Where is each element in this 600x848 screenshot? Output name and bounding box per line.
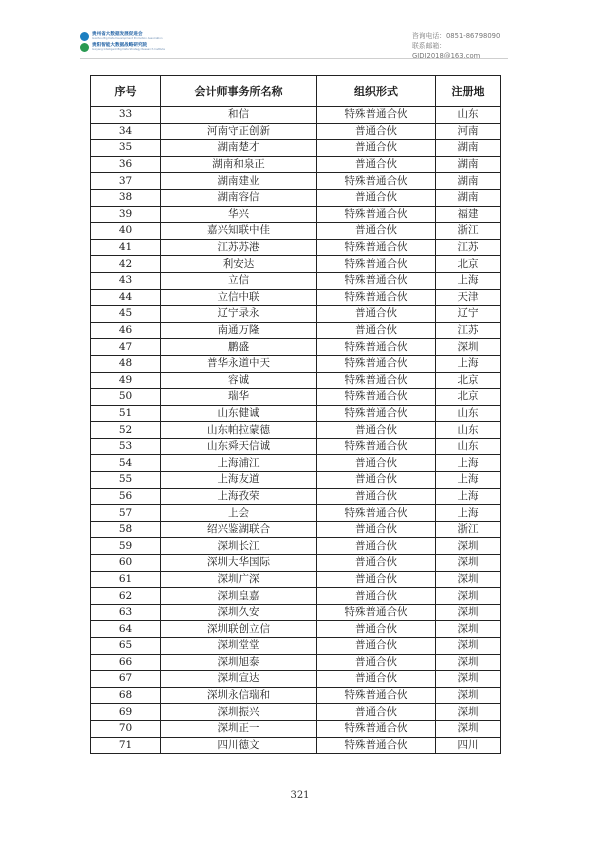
- cell-registration: 浙江: [436, 521, 501, 538]
- table-row: [91, 654, 501, 671]
- table-row: [91, 223, 501, 240]
- cell-registration: 深圳: [436, 538, 501, 555]
- cell-org-form: 普通合伙: [317, 538, 436, 555]
- table-row: [91, 173, 501, 190]
- table-row: [91, 671, 501, 688]
- cell-registration: 深圳: [436, 671, 501, 688]
- table-row: [91, 322, 501, 339]
- cell-index: 41: [91, 239, 161, 256]
- cell-firm-name: 深圳广深: [161, 571, 317, 588]
- cell-index: 67: [91, 671, 161, 688]
- table-row: [91, 107, 501, 124]
- table-row: [91, 521, 501, 538]
- cell-registration: 上海: [436, 505, 501, 522]
- header-firm-name: 会计师事务所名称: [161, 76, 317, 107]
- cell-org-form: 普通合伙: [317, 521, 436, 538]
- org-logo-2: [80, 42, 220, 53]
- cell-registration: 深圳: [436, 339, 501, 356]
- cell-firm-name: 湖南楚才: [161, 140, 317, 157]
- cell-firm-name: 普华永道中天: [161, 355, 317, 372]
- cell-firm-name: 深圳正一: [161, 720, 317, 737]
- org-2-name-cn: 贵阳智能大数据战略研究院: [92, 42, 148, 48]
- accounting-firms-table: [90, 75, 501, 754]
- cell-registration: 河南: [436, 123, 501, 140]
- cell-firm-name: 嘉兴知联中佳: [161, 223, 317, 240]
- org-1-name-cn: 贵州省大数据发展促进会: [92, 31, 143, 37]
- cell-firm-name: 辽宁录永: [161, 306, 317, 323]
- cell-org-form: 普通合伙: [317, 455, 436, 472]
- cell-index: 49: [91, 372, 161, 389]
- org-1-name-en: Guizhou Big Data Development Promotion Association: [92, 36, 163, 40]
- cell-index: 68: [91, 687, 161, 704]
- cell-registration: 山东: [436, 405, 501, 422]
- cell-org-form: 普通合伙: [317, 621, 436, 638]
- cell-registration: 山东: [436, 438, 501, 455]
- org-2-emblem-icon: [80, 43, 89, 52]
- cell-index: 51: [91, 405, 161, 422]
- cell-firm-name: 深圳旭泰: [161, 654, 317, 671]
- cell-registration: 福建: [436, 206, 501, 223]
- cell-registration: 深圳: [436, 555, 501, 572]
- cell-org-form: 普通合伙: [317, 123, 436, 140]
- cell-index: 48: [91, 355, 161, 372]
- cell-registration: 北京: [436, 372, 501, 389]
- cell-firm-name: 瑞华: [161, 389, 317, 406]
- cell-index: 40: [91, 223, 161, 240]
- cell-org-form: 特殊普通合伙: [317, 206, 436, 223]
- header-index: 序号: [91, 76, 161, 107]
- cell-registration: 湖南: [436, 173, 501, 190]
- cell-firm-name: 深圳宣达: [161, 671, 317, 688]
- cell-registration: 上海: [436, 272, 501, 289]
- cell-registration: 山东: [436, 422, 501, 439]
- table-row: [91, 372, 501, 389]
- cell-firm-name: 上会: [161, 505, 317, 522]
- cell-index: 54: [91, 455, 161, 472]
- cell-org-form: 特殊普通合伙: [317, 107, 436, 124]
- cell-index: 58: [91, 521, 161, 538]
- cell-org-form: 普通合伙: [317, 488, 436, 505]
- cell-index: 47: [91, 339, 161, 356]
- cell-registration: 深圳: [436, 588, 501, 605]
- cell-org-form: 普通合伙: [317, 422, 436, 439]
- cell-firm-name: 深圳永信瑞和: [161, 687, 317, 704]
- table-row: [91, 472, 501, 489]
- table-row: [91, 588, 501, 605]
- cell-org-form: 普通合伙: [317, 140, 436, 157]
- cell-org-form: 普通合伙: [317, 654, 436, 671]
- cell-index: 37: [91, 173, 161, 190]
- cell-index: 71: [91, 737, 161, 754]
- cell-org-form: 特殊普通合伙: [317, 256, 436, 273]
- cell-registration: 浙江: [436, 223, 501, 240]
- cell-org-form: 特殊普通合伙: [317, 389, 436, 406]
- contact-email: 联系邮箱：GIDI2018@163.com: [412, 42, 481, 60]
- cell-registration: 山东: [436, 107, 501, 124]
- cell-registration: 深圳: [436, 704, 501, 721]
- table-row: [91, 272, 501, 289]
- cell-org-form: 普通合伙: [317, 156, 436, 173]
- org-2-name-en: Guiyang Intelligent Big Data Strategy Research Institute: [92, 47, 165, 51]
- cell-firm-name: 深圳久安: [161, 604, 317, 621]
- cell-index: 59: [91, 538, 161, 555]
- cell-firm-name: 南通万隆: [161, 322, 317, 339]
- cell-org-form: 特殊普通合伙: [317, 355, 436, 372]
- table-row: [91, 687, 501, 704]
- cell-registration: 辽宁: [436, 306, 501, 323]
- cell-firm-name: 绍兴鉴湖联合: [161, 521, 317, 538]
- table-row: [91, 355, 501, 372]
- cell-index: 50: [91, 389, 161, 406]
- cell-org-form: 特殊普通合伙: [317, 372, 436, 389]
- table-row: [91, 538, 501, 555]
- cell-org-form: 特殊普通合伙: [317, 239, 436, 256]
- table-header-row: [91, 76, 501, 107]
- cell-registration: 天津: [436, 289, 501, 306]
- cell-org-form: 特殊普通合伙: [317, 687, 436, 704]
- cell-index: 61: [91, 571, 161, 588]
- cell-registration: 北京: [436, 389, 501, 406]
- cell-firm-name: 立信: [161, 272, 317, 289]
- cell-index: 38: [91, 189, 161, 206]
- cell-index: 66: [91, 654, 161, 671]
- cell-firm-name: 立信中联: [161, 289, 317, 306]
- table-row: [91, 455, 501, 472]
- table-row: [91, 140, 501, 157]
- cell-registration: 四川: [436, 737, 501, 754]
- cell-index: 69: [91, 704, 161, 721]
- cell-registration: 深圳: [436, 638, 501, 655]
- cell-index: 36: [91, 156, 161, 173]
- cell-org-form: 特殊普通合伙: [317, 505, 436, 522]
- cell-firm-name: 容诚: [161, 372, 317, 389]
- cell-firm-name: 上海孜荣: [161, 488, 317, 505]
- table-row: [91, 555, 501, 572]
- cell-org-form: 普通合伙: [317, 189, 436, 206]
- cell-index: 56: [91, 488, 161, 505]
- cell-firm-name: 湖南和泉正: [161, 156, 317, 173]
- cell-firm-name: 湖南建业: [161, 173, 317, 190]
- table-row: [91, 239, 501, 256]
- cell-org-form: 普通合伙: [317, 555, 436, 572]
- header-org-form: 组织形式: [317, 76, 436, 107]
- cell-firm-name: 深圳振兴: [161, 704, 317, 721]
- cell-index: 45: [91, 306, 161, 323]
- header-contact: [412, 31, 508, 61]
- cell-registration: 湖南: [436, 140, 501, 157]
- table-row: [91, 189, 501, 206]
- cell-firm-name: 湖南容信: [161, 189, 317, 206]
- cell-firm-name: 山东帕拉蒙德: [161, 422, 317, 439]
- cell-firm-name: 深圳大华国际: [161, 555, 317, 572]
- table-body: [91, 107, 501, 754]
- cell-index: 60: [91, 555, 161, 572]
- cell-org-form: 特殊普通合伙: [317, 720, 436, 737]
- cell-firm-name: 和信: [161, 107, 317, 124]
- cell-registration: 深圳: [436, 571, 501, 588]
- cell-firm-name: 鹏盛: [161, 339, 317, 356]
- cell-firm-name: 华兴: [161, 206, 317, 223]
- cell-registration: 上海: [436, 488, 501, 505]
- cell-index: 34: [91, 123, 161, 140]
- cell-firm-name: 山东健诚: [161, 405, 317, 422]
- cell-org-form: 普通合伙: [317, 472, 436, 489]
- header-registration: 注册地: [436, 76, 501, 107]
- table-row: [91, 488, 501, 505]
- cell-registration: 上海: [436, 472, 501, 489]
- cell-org-form: 特殊普通合伙: [317, 289, 436, 306]
- cell-firm-name: 深圳皇嘉: [161, 588, 317, 605]
- table-row: [91, 405, 501, 422]
- table-row: [91, 306, 501, 323]
- cell-registration: 湖南: [436, 156, 501, 173]
- table-row: [91, 123, 501, 140]
- cell-firm-name: 江苏苏港: [161, 239, 317, 256]
- cell-index: 65: [91, 638, 161, 655]
- cell-org-form: 普通合伙: [317, 704, 436, 721]
- cell-index: 39: [91, 206, 161, 223]
- table-row: [91, 339, 501, 356]
- cell-org-form: 普通合伙: [317, 571, 436, 588]
- cell-firm-name: 河南守正创新: [161, 123, 317, 140]
- cell-registration: 深圳: [436, 654, 501, 671]
- cell-index: 64: [91, 621, 161, 638]
- cell-index: 33: [91, 107, 161, 124]
- cell-org-form: 普通合伙: [317, 322, 436, 339]
- cell-org-form: 特殊普通合伙: [317, 405, 436, 422]
- table-row: [91, 389, 501, 406]
- cell-index: 70: [91, 720, 161, 737]
- cell-registration: 深圳: [436, 687, 501, 704]
- table-row: [91, 156, 501, 173]
- table-row: [91, 737, 501, 754]
- table-row: [91, 571, 501, 588]
- cell-registration: 上海: [436, 455, 501, 472]
- cell-org-form: 普通合伙: [317, 638, 436, 655]
- table-row: [91, 289, 501, 306]
- header-divider: [80, 58, 508, 59]
- table-row: [91, 621, 501, 638]
- cell-registration: 深圳: [436, 720, 501, 737]
- cell-org-form: 普通合伙: [317, 671, 436, 688]
- cell-registration: 深圳: [436, 604, 501, 621]
- cell-org-form: 特殊普通合伙: [317, 438, 436, 455]
- cell-firm-name: 四川德文: [161, 737, 317, 754]
- page-number: 321: [290, 790, 310, 801]
- cell-org-form: 普通合伙: [317, 588, 436, 605]
- table-row: [91, 422, 501, 439]
- cell-firm-name: 上海友道: [161, 472, 317, 489]
- cell-firm-name: 深圳长江: [161, 538, 317, 555]
- cell-index: 46: [91, 322, 161, 339]
- cell-index: 44: [91, 289, 161, 306]
- table-row: [91, 505, 501, 522]
- cell-firm-name: 山东舜天信诚: [161, 438, 317, 455]
- cell-org-form: 特殊普通合伙: [317, 339, 436, 356]
- cell-index: 43: [91, 272, 161, 289]
- cell-registration: 江苏: [436, 322, 501, 339]
- table-row: [91, 604, 501, 621]
- cell-index: 53: [91, 438, 161, 455]
- contact-phone: 咨询电话：0851-86798090: [412, 32, 501, 40]
- cell-firm-name: 利安达: [161, 256, 317, 273]
- cell-org-form: 普通合伙: [317, 306, 436, 323]
- cell-org-form: 特殊普通合伙: [317, 173, 436, 190]
- table-row: [91, 704, 501, 721]
- cell-index: 55: [91, 472, 161, 489]
- cell-index: 42: [91, 256, 161, 273]
- table-row: [91, 438, 501, 455]
- cell-index: 63: [91, 604, 161, 621]
- table-row: [91, 720, 501, 737]
- cell-firm-name: 深圳联创立信: [161, 621, 317, 638]
- cell-org-form: 普通合伙: [317, 223, 436, 240]
- cell-org-form: 特殊普通合伙: [317, 737, 436, 754]
- org-1-emblem-icon: [80, 32, 89, 41]
- cell-registration: 湖南: [436, 189, 501, 206]
- cell-index: 62: [91, 588, 161, 605]
- table-row: [91, 638, 501, 655]
- cell-registration: 北京: [436, 256, 501, 273]
- cell-firm-name: 上海浦江: [161, 455, 317, 472]
- cell-index: 35: [91, 140, 161, 157]
- cell-index: 57: [91, 505, 161, 522]
- header-logo: [80, 31, 220, 53]
- cell-registration: 江苏: [436, 239, 501, 256]
- org-logo-1: [80, 31, 220, 42]
- cell-org-form: 特殊普通合伙: [317, 604, 436, 621]
- table-row: [91, 206, 501, 223]
- cell-firm-name: 深圳堂堂: [161, 638, 317, 655]
- cell-registration: 深圳: [436, 621, 501, 638]
- table-row: [91, 256, 501, 273]
- cell-index: 52: [91, 422, 161, 439]
- cell-registration: 上海: [436, 355, 501, 372]
- cell-org-form: 特殊普通合伙: [317, 272, 436, 289]
